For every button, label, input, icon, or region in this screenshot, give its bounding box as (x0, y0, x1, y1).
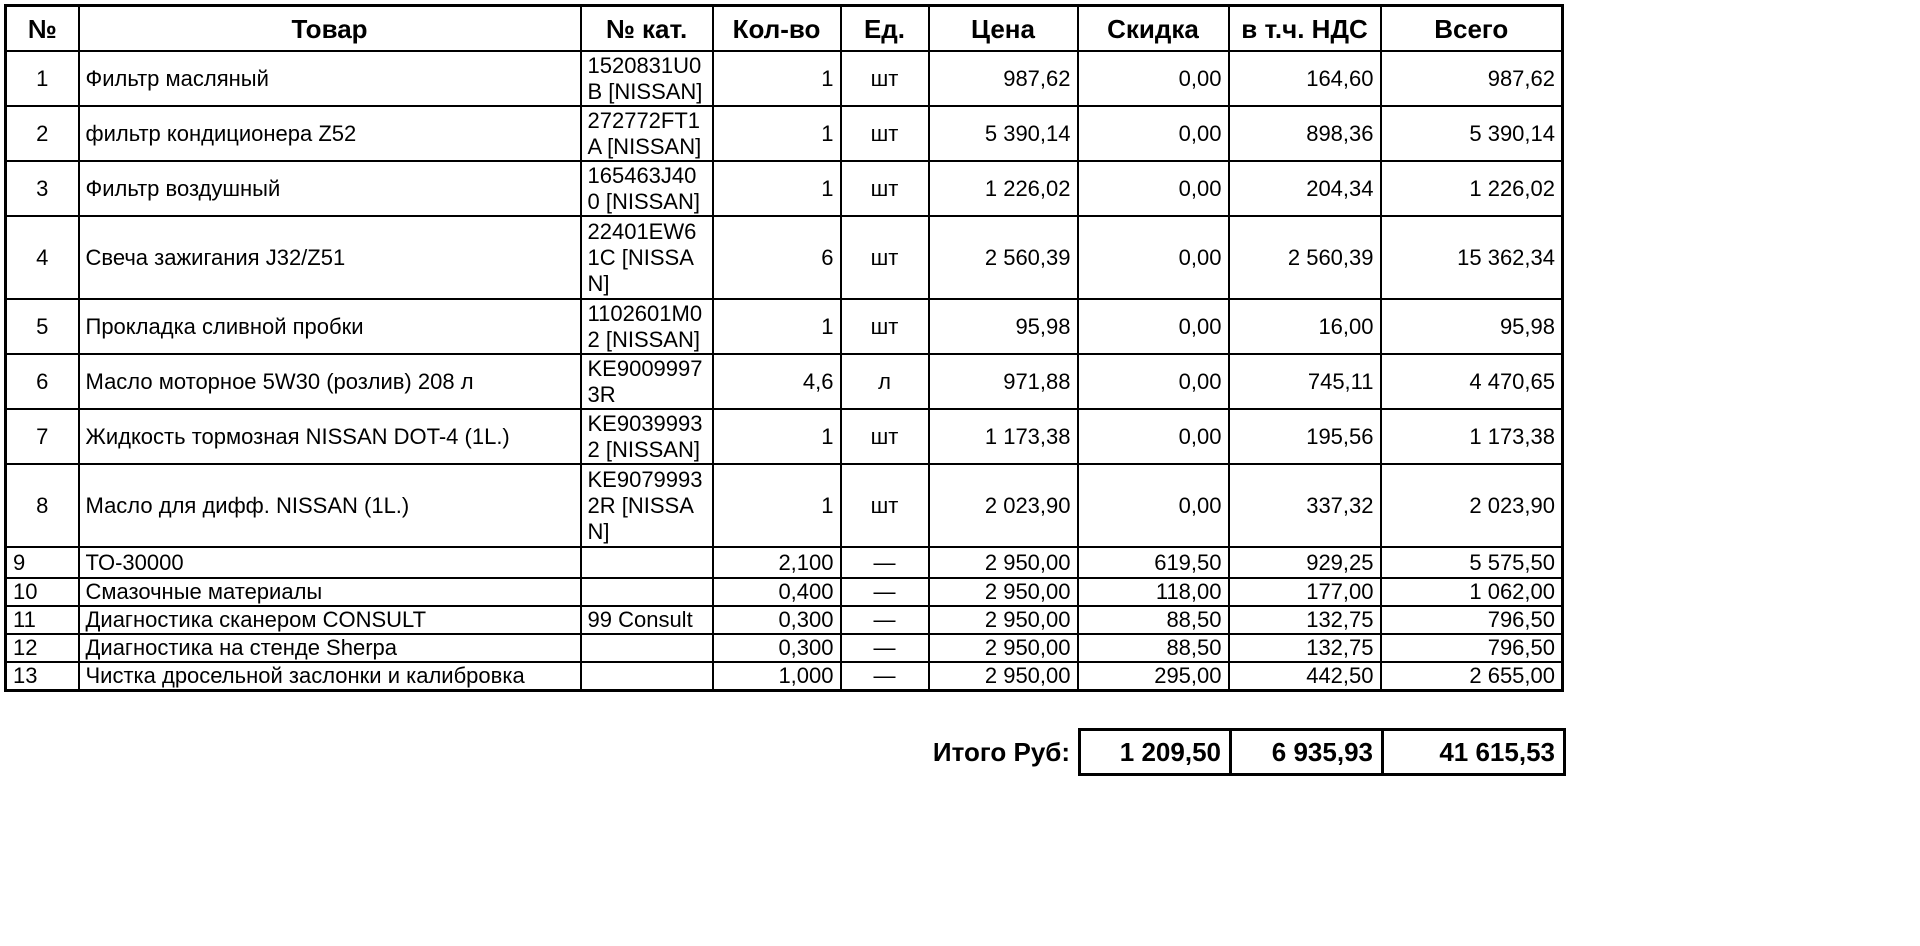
quantity-cell: 1 (713, 409, 841, 464)
table-row (6, 634, 1563, 662)
row-number-cell: 9 (6, 547, 79, 578)
price-cell: 5 390,14 (929, 106, 1078, 161)
discount-cell: 0,00 (1078, 299, 1229, 354)
product-name-cell: Диагностика на стенде Sherpa (79, 634, 581, 662)
product-name-cell: Прокладка сливной пробки (79, 299, 581, 354)
totals-label: Итого Руб: (932, 737, 1070, 767)
price-cell: 95,98 (929, 299, 1078, 354)
discount-cell: 0,00 (1078, 106, 1229, 161)
catalog-number-cell (581, 578, 713, 606)
product-name-cell: фильтр кондиционера Z52 (79, 106, 581, 161)
header-quantity: Кол-во (713, 6, 841, 52)
product-name-cell: Свеча зажигания J32/Z51 (79, 216, 581, 299)
table-row (6, 51, 1563, 106)
catalog-number-cell: KE90099973R (581, 354, 713, 409)
vat-cell: 204,34 (1229, 161, 1381, 216)
catalog-number-cell: 22401EW61C [NISSAN] (581, 216, 713, 299)
catalog-number-cell: 272772FT1A [NISSAN] (581, 106, 713, 161)
product-name-cell: Масло моторное 5W30 (розлив) 208 л (79, 354, 581, 409)
row-number-cell: 6 (6, 354, 79, 409)
product-name-cell: Смазочные материалы (79, 578, 581, 606)
totals-vat: 6 935,93 (1229, 728, 1384, 776)
discount-cell: 88,50 (1078, 606, 1229, 634)
discount-cell: 0,00 (1078, 161, 1229, 216)
discount-cell: 118,00 (1078, 578, 1229, 606)
unit-cell: шт (841, 464, 929, 547)
catalog-number-cell: KE90399932 [NISSAN] (581, 409, 713, 464)
product-name-cell: Масло для дифф. NISSAN (1L.) (79, 464, 581, 547)
quantity-cell: 6 (713, 216, 841, 299)
header-unit: Ед. (841, 6, 929, 52)
total-cell: 2 023,90 (1381, 464, 1563, 547)
table-row (6, 354, 1563, 409)
price-cell: 987,62 (929, 51, 1078, 106)
row-number-cell: 2 (6, 106, 79, 161)
discount-cell: 0,00 (1078, 51, 1229, 106)
row-number-cell: 8 (6, 464, 79, 547)
discount-cell: 0,00 (1078, 216, 1229, 299)
row-number-cell: 13 (6, 662, 79, 691)
discount-cell: 0,00 (1078, 464, 1229, 547)
total-cell: 1 173,38 (1381, 409, 1563, 464)
quantity-cell: 1 (713, 51, 841, 106)
row-number-cell: 1 (6, 51, 79, 106)
totals-discount: 1 209,50 (1078, 728, 1232, 776)
catalog-number-cell (581, 662, 713, 691)
quantity-cell: 0,400 (713, 578, 841, 606)
table-row (6, 106, 1563, 161)
vat-cell: 2 560,39 (1229, 216, 1381, 299)
quantity-cell: 1 (713, 106, 841, 161)
vat-cell: 195,56 (1229, 409, 1381, 464)
catalog-number-cell (581, 634, 713, 662)
unit-cell: — (841, 606, 929, 634)
price-cell: 2 950,00 (929, 578, 1078, 606)
discount-cell: 0,00 (1078, 409, 1229, 464)
totals-total: 41 615,53 (1381, 728, 1566, 776)
invoice-table (4, 4, 1564, 692)
price-cell: 2 950,00 (929, 606, 1078, 634)
row-number-cell: 10 (6, 578, 79, 606)
table-row (6, 547, 1563, 578)
unit-cell: — (841, 547, 929, 578)
table-row (6, 161, 1563, 216)
quantity-cell: 1,000 (713, 662, 841, 691)
table-row (6, 606, 1563, 634)
vat-cell: 132,75 (1229, 634, 1381, 662)
price-cell: 2 950,00 (929, 662, 1078, 691)
total-cell: 95,98 (1381, 299, 1563, 354)
quantity-cell: 0,300 (713, 634, 841, 662)
row-number-cell: 3 (6, 161, 79, 216)
vat-cell: 132,75 (1229, 606, 1381, 634)
unit-cell: — (841, 662, 929, 691)
catalog-number-cell: 1102601M02 [NISSAN] (581, 299, 713, 354)
unit-cell: шт (841, 51, 929, 106)
total-cell: 796,50 (1381, 606, 1563, 634)
product-name-cell: ТО-30000 (79, 547, 581, 578)
price-cell: 2 023,90 (929, 464, 1078, 547)
unit-cell: — (841, 634, 929, 662)
total-cell: 2 655,00 (1381, 662, 1563, 691)
unit-cell: шт (841, 216, 929, 299)
vat-cell: 898,36 (1229, 106, 1381, 161)
catalog-number-cell: 99 Consult (581, 606, 713, 634)
discount-cell: 0,00 (1078, 354, 1229, 409)
quantity-cell: 1 (713, 161, 841, 216)
quantity-cell: 2,100 (713, 547, 841, 578)
header-number: № (6, 6, 79, 52)
catalog-number-cell (581, 547, 713, 578)
price-cell: 1 226,02 (929, 161, 1078, 216)
price-cell: 2 950,00 (929, 634, 1078, 662)
table-row (6, 216, 1563, 299)
price-cell: 971,88 (929, 354, 1078, 409)
discount-cell: 295,00 (1078, 662, 1229, 691)
product-name-cell: Чистка дросельной заслонки и калибровка (79, 662, 581, 691)
vat-cell: 16,00 (1229, 299, 1381, 354)
unit-cell: шт (841, 161, 929, 216)
quantity-cell: 1 (713, 464, 841, 547)
total-cell: 987,62 (1381, 51, 1563, 106)
header-vat: в т.ч. НДС (1229, 6, 1381, 52)
vat-cell: 177,00 (1229, 578, 1381, 606)
table-row (6, 409, 1563, 464)
catalog-number-cell: 1520831U0B [NISSAN] (581, 51, 713, 106)
quantity-cell: 0,300 (713, 606, 841, 634)
catalog-number-cell: 165463J400 [NISSAN] (581, 161, 713, 216)
total-cell: 5 575,50 (1381, 547, 1563, 578)
catalog-number-cell: KE90799932R [NISSAN] (581, 464, 713, 547)
row-number-cell: 4 (6, 216, 79, 299)
product-name-cell: Фильтр масляный (79, 51, 581, 106)
row-number-cell: 5 (6, 299, 79, 354)
header-catalog: № кат. (581, 6, 713, 52)
unit-cell: шт (841, 409, 929, 464)
total-cell: 1 226,02 (1381, 161, 1563, 216)
product-name-cell: Жидкость тормозная NISSAN DOT-4 (1L.) (79, 409, 581, 464)
header-price: Цена (929, 6, 1078, 52)
table-row (6, 578, 1563, 606)
unit-cell: — (841, 578, 929, 606)
discount-cell: 619,50 (1078, 547, 1229, 578)
discount-cell: 88,50 (1078, 634, 1229, 662)
quantity-cell: 1 (713, 299, 841, 354)
table-row (6, 662, 1563, 691)
product-name-cell: Фильтр воздушный (79, 161, 581, 216)
total-cell: 15 362,34 (1381, 216, 1563, 299)
total-cell: 5 390,14 (1381, 106, 1563, 161)
row-number-cell: 7 (6, 409, 79, 464)
unit-cell: шт (841, 106, 929, 161)
total-cell: 796,50 (1381, 634, 1563, 662)
header-total: Всего (1381, 6, 1563, 52)
row-number-cell: 12 (6, 634, 79, 662)
unit-cell: шт (841, 299, 929, 354)
total-cell: 1 062,00 (1381, 578, 1563, 606)
table-row (6, 299, 1563, 354)
vat-cell: 442,50 (1229, 662, 1381, 691)
header-discount: Скидка (1078, 6, 1229, 52)
total-cell: 4 470,65 (1381, 354, 1563, 409)
unit-cell: л (841, 354, 929, 409)
price-cell: 2 950,00 (929, 547, 1078, 578)
header-product: Товар (79, 6, 581, 52)
vat-cell: 337,32 (1229, 464, 1381, 547)
quantity-cell: 4,6 (713, 354, 841, 409)
price-cell: 1 173,38 (929, 409, 1078, 464)
price-cell: 2 560,39 (929, 216, 1078, 299)
vat-cell: 929,25 (1229, 547, 1381, 578)
table-row (6, 464, 1563, 547)
vat-cell: 745,11 (1229, 354, 1381, 409)
product-name-cell: Диагностика сканером CONSULT (79, 606, 581, 634)
row-number-cell: 11 (6, 606, 79, 634)
vat-cell: 164,60 (1229, 51, 1381, 106)
header-row (6, 6, 1563, 52)
